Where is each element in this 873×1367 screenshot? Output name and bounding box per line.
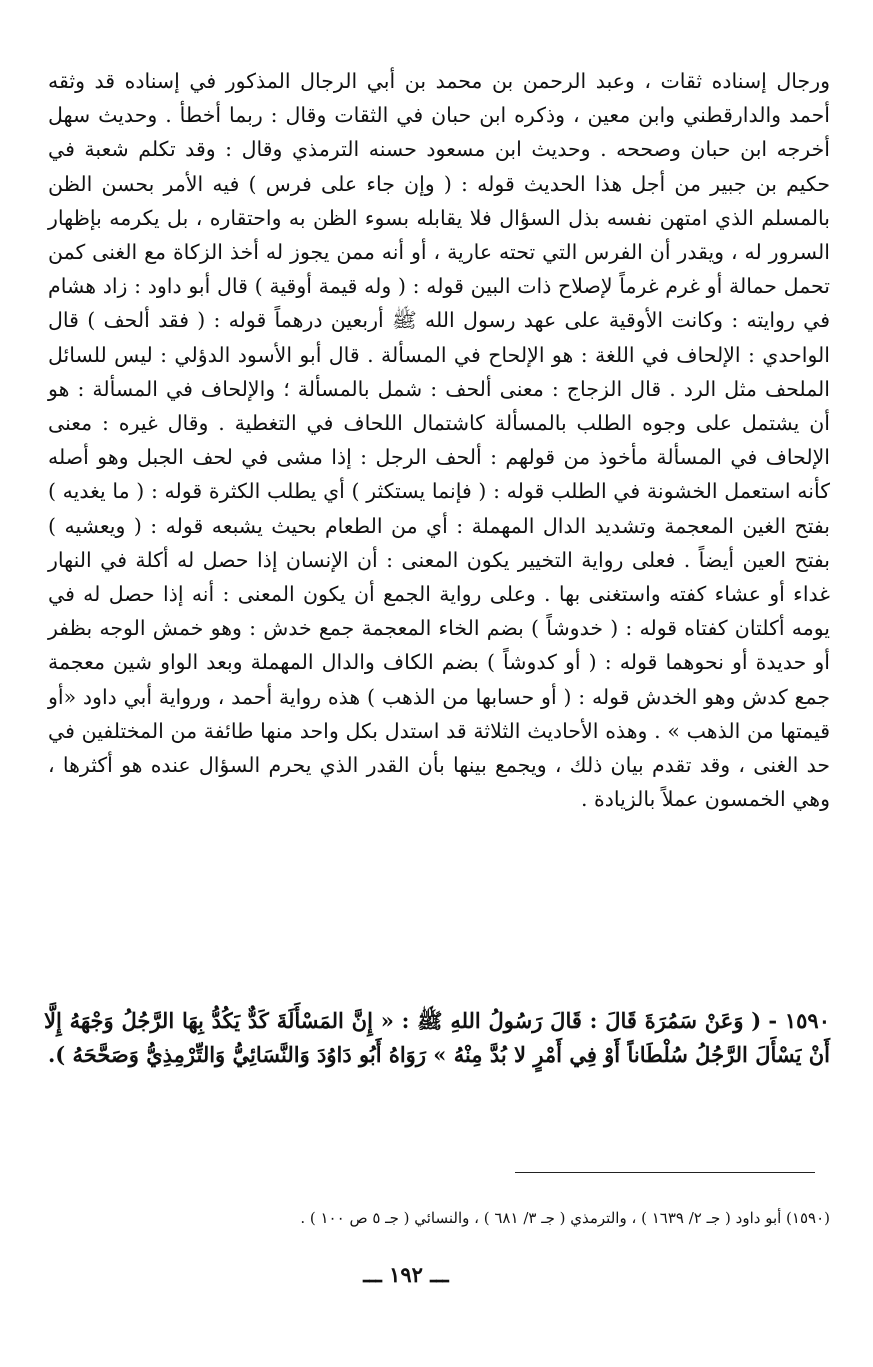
hadith-text: ( وَعَنْ سَمُرَةَ قَالَ : قَالَ رَسُولُ اللهِ ﷺ : « إِنَّ المَسْأَلَةَ كَدٌّ يَكُدُّ بِهَا الرَّجُلُ وَجْهَهُ إِلَّا أَنْ يَسْأَلَ الرَّجُلُ سُلْطَاناً أَوْ فِي أَمْرٍ لا بُدَّ مِنْهُ » رَوَاهُ أَبُو دَاوُدَ وَالنَّسَائِيُّ وَالتِّرْمِذِيُّ وَصَحَّحَهُ ). (44, 1008, 830, 1067)
hadith-block (44, 1004, 830, 1072)
hadith-number: ١٥٩٠ - (768, 1008, 830, 1033)
commentary-paragraph: ورجال إسناده ثقات ، وعبد الرحمن بن محمد بن أبي الرجال المذكور في إسناده قد وثقه أحمد والدارقطني وابن معين ، وذكره ابن حبان في الثقات وقال : ربما أخطأ . وحديث سهل أخرجه ابن حبان وصححه . وحديث ابن مسعود حسنه الترمذي وقال : وقد تكلم شعبة في حكيم بن جبير من أجل هذا الحديث قوله : ( وإن جاء على فرس ) فيه الأمر بحسن الظن بالمسلم الذي امتهن نفسه بذل السؤال فلا يقابله بسوء الظن به واحتقاره ، بل يكرمه بإظهار السرور له ، ويقدر أن الفرس التي تحته عارية ، أو أنه ممن يجوز له أخذ الزكاة مع الغنى كمن تحمل حمالة أو غرم غرماً لإصلاح ذات البين قوله : ( وله قيمة أوقية ) قال أبو داود : زاد هشام في روايته : وكانت الأوقية على عهد رسول الله ﷺ أربعين درهماً قوله : ( فقد ألحف ) قال الواحدي : الإلحاف في اللغة : هو الإلحاح في المسألة . قال أبو الأسود الدؤلي : ليس للسائل الملحف مثل الرد . قال الزجاج : معنى ألحف : شمل بالمسألة ؛ والإلحاف في المسألة : هو أن يشتمل على وجوه الطلب بالمسألة كاشتمال اللحاف في التغطية . وقال غيره : معنى الإلحاف في المسألة مأخوذ من قولهم : ألحف الرجل : إذا مشى في لحف الجبل وهو أصله كأنه استعمل الخشونة في الطلب قوله : ( فإنما يستكثر ) أي يطلب الكثرة قوله : ( ما يغديه ) بفتح الغين المعجمة وتشديد الدال المهملة : أي من الطعام بحيث يشبعه قوله : ( ويعشيه ) بفتح العين أيضاً . فعلى رواية التخيير يكون المعنى : أن الإنسان إذا حصل له أكلة في النهار غداء أو عشاء كفته واستغنى بها . وعلى رواية الجمع أن يكون المعنى : أنه إذا حصل له في يومه أكلتان كفتاه قوله : ( خدوشاً ) بضم الخاء المعجمة جمع خدش : وهو خمش الوجه بظفر أو حديدة أو نحوهما قوله : ( أو كدوشاً ) بضم الكاف والدال المهملة وبعد الواو شين معجمة جمع كدش وهو الخدش قوله : ( أو حسابها من الذهب ) هذه رواية أحمد ، ورواية أبي داود «أو قيمتها من الذهب » . وهذه الأحاديث الثلاثة قد استدل بكل واحد منها طائفة من المختلفين في حد الغنى ، وقد تقدم بيان ذلك ، ويجمع بينها بأن القدر الذي يحرم السؤال عنده هو أكثرها ، وهي الخمسون عملاً بالزيادة . (48, 69, 831, 812)
footnote: (١٥٩٠) أبو داود ( جـ ٢/ ١٦٣٩ ) ، والترمذي ( جـ ٣/ ٦٨١ ) ، والنسائي ( جـ ٥ ص ١٠٠ ) . (300, 1209, 830, 1227)
hadith-paragraph (44, 1004, 830, 1072)
commentary-block (48, 64, 830, 816)
page-number: ـــ ١٩٢ ـــ (363, 1262, 449, 1287)
footnote-divider (515, 1172, 815, 1173)
